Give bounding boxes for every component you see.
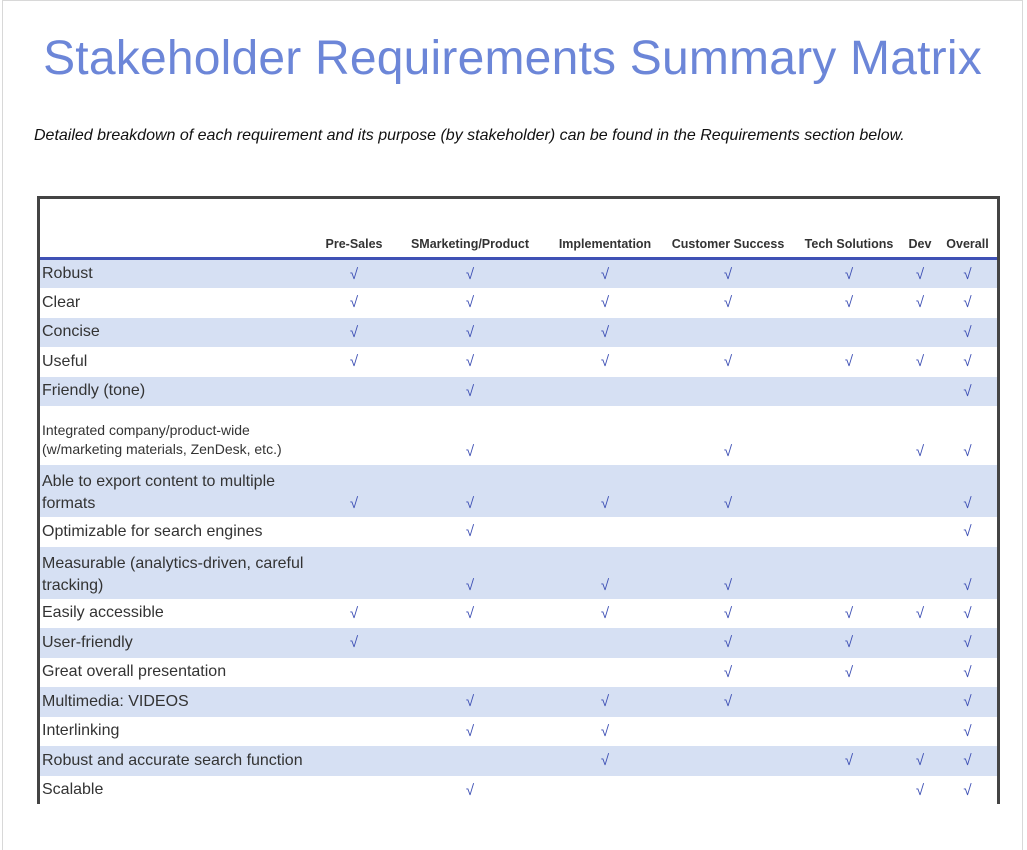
check-cell-customer-success xyxy=(660,628,796,658)
check-cell-customer-success xyxy=(660,658,796,688)
requirement-label: Clear xyxy=(42,293,81,311)
check-cell-smarketing-product xyxy=(390,746,550,776)
check-cell-tech-solutions xyxy=(796,776,902,806)
check-cell-dev xyxy=(902,318,938,348)
checkmark-icon: √ xyxy=(600,604,610,622)
checkmark-icon: √ xyxy=(963,604,972,622)
checkmark-icon: √ xyxy=(915,265,925,283)
check-cell-pre-sales xyxy=(318,377,390,407)
checkmark-icon: √ xyxy=(600,265,610,283)
checkmark-icon: √ xyxy=(844,265,854,283)
check-cell-smarketing-product xyxy=(390,347,550,377)
check-cell-customer-success xyxy=(660,717,796,747)
table-row xyxy=(40,658,997,688)
check-cell-overall xyxy=(938,259,997,289)
check-cell-customer-success xyxy=(660,259,796,289)
table-row xyxy=(40,746,997,776)
checkmark-icon: √ xyxy=(963,752,972,770)
column-header-smarketing-product: SMarketing/Product xyxy=(390,199,550,259)
check-cell-implementation xyxy=(550,776,660,806)
check-cell-smarketing-product xyxy=(390,717,550,747)
check-cell-implementation xyxy=(550,599,660,629)
checkmark-icon: √ xyxy=(723,634,733,652)
checkmark-icon: √ xyxy=(844,634,854,652)
checkmark-icon: √ xyxy=(465,323,475,341)
checkmark-icon: √ xyxy=(963,495,972,512)
column-header-pre-sales: Pre-Sales xyxy=(318,199,390,259)
checkmark-icon: √ xyxy=(465,523,475,541)
check-cell-implementation xyxy=(550,259,660,289)
check-cell-overall xyxy=(938,717,997,747)
check-cell-tech-solutions xyxy=(796,347,902,377)
check-cell-tech-solutions xyxy=(796,465,902,517)
table-row xyxy=(40,717,997,747)
check-cell-overall xyxy=(938,599,997,629)
check-cell-pre-sales xyxy=(318,687,390,717)
checkmark-icon: √ xyxy=(465,576,475,594)
checkmark-icon: √ xyxy=(465,294,475,312)
check-cell-dev xyxy=(902,599,938,629)
check-cell-implementation xyxy=(550,465,660,517)
check-cell-overall xyxy=(938,687,997,717)
checkmark-icon: √ xyxy=(963,576,972,594)
checkmark-icon: √ xyxy=(465,382,475,400)
check-cell-smarketing-product xyxy=(390,465,550,517)
checkmark-icon: √ xyxy=(963,353,972,371)
check-cell-tech-solutions xyxy=(796,547,902,599)
requirement-label: Measurable (analytics-driven, careful tracking) xyxy=(42,554,304,594)
checkmark-icon: √ xyxy=(349,604,359,622)
checkmark-icon: √ xyxy=(844,353,854,371)
check-cell-implementation xyxy=(550,628,660,658)
check-cell-customer-success xyxy=(660,687,796,717)
check-cell-tech-solutions xyxy=(796,517,902,547)
check-cell-pre-sales xyxy=(318,517,390,547)
check-cell-overall xyxy=(938,776,997,806)
checkmark-icon: √ xyxy=(723,353,733,371)
checkmark-icon: √ xyxy=(915,353,925,371)
check-cell-customer-success xyxy=(660,746,796,776)
check-cell-tech-solutions xyxy=(796,288,902,318)
checkmark-icon: √ xyxy=(723,693,733,711)
check-cell-implementation xyxy=(550,347,660,377)
check-cell-implementation xyxy=(550,517,660,547)
check-cell-dev xyxy=(902,776,938,806)
requirement-label: Easily accessible xyxy=(42,604,164,622)
checkmark-icon: √ xyxy=(963,443,972,460)
table-row xyxy=(40,318,997,348)
check-cell-implementation xyxy=(550,547,660,599)
requirements-table xyxy=(40,199,997,805)
check-cell-implementation xyxy=(550,406,660,465)
check-cell-tech-solutions xyxy=(796,658,902,688)
check-cell-implementation xyxy=(550,717,660,747)
checkmark-icon: √ xyxy=(723,604,733,622)
page-title: Stakeholder Requirements Summary Matrix xyxy=(43,32,982,85)
checkmark-icon: √ xyxy=(915,294,925,312)
table-row xyxy=(40,628,997,658)
checkmark-icon: √ xyxy=(915,604,925,622)
check-cell-customer-success xyxy=(660,547,796,599)
check-cell-smarketing-product xyxy=(390,318,550,348)
checkmark-icon: √ xyxy=(349,265,359,283)
check-cell-tech-solutions xyxy=(796,628,902,658)
checkmark-icon: √ xyxy=(465,353,475,371)
check-cell-dev xyxy=(902,288,938,318)
check-cell-pre-sales xyxy=(318,658,390,688)
table-row xyxy=(40,517,997,547)
check-cell-overall xyxy=(938,318,997,348)
check-cell-smarketing-product xyxy=(390,406,550,465)
check-cell-smarketing-product xyxy=(390,628,550,658)
requirement-label: Interlinking xyxy=(42,722,120,740)
check-cell-implementation xyxy=(550,658,660,688)
requirement-label: Optimizable for search engines xyxy=(42,522,263,540)
check-cell-dev xyxy=(902,406,938,465)
requirement-label: User-friendly xyxy=(42,633,133,651)
check-cell-overall xyxy=(938,517,997,547)
check-cell-smarketing-product xyxy=(390,776,550,806)
checkmark-icon: √ xyxy=(915,781,925,799)
checkmark-icon: √ xyxy=(723,265,733,283)
check-cell-tech-solutions xyxy=(796,377,902,407)
check-cell-dev xyxy=(902,687,938,717)
check-cell-implementation xyxy=(550,318,660,348)
check-cell-dev xyxy=(902,259,938,289)
check-cell-smarketing-product xyxy=(390,599,550,629)
check-cell-overall xyxy=(938,628,997,658)
check-cell-pre-sales xyxy=(318,628,390,658)
check-cell-implementation xyxy=(550,288,660,318)
check-cell-tech-solutions xyxy=(796,406,902,465)
table-row xyxy=(40,377,997,407)
checkmark-icon: √ xyxy=(963,693,972,711)
check-cell-pre-sales xyxy=(318,717,390,747)
requirement-label: Multimedia: VIDEOS xyxy=(42,692,189,710)
requirement-label: Friendly (tone) xyxy=(42,382,146,400)
column-header-requirement xyxy=(40,199,318,259)
check-cell-overall xyxy=(938,406,997,465)
check-cell-implementation xyxy=(550,746,660,776)
checkmark-icon: √ xyxy=(723,294,733,312)
checkmark-icon: √ xyxy=(963,523,972,541)
checkmark-icon: √ xyxy=(963,294,972,312)
check-cell-dev xyxy=(902,628,938,658)
requirement-label: Concise xyxy=(42,323,100,341)
check-cell-smarketing-product xyxy=(390,547,550,599)
table-row xyxy=(40,547,997,599)
table-row xyxy=(40,776,997,806)
check-cell-implementation xyxy=(550,687,660,717)
checkmark-icon: √ xyxy=(723,576,733,594)
check-cell-dev xyxy=(902,746,938,776)
page-subtitle: Detailed breakdown of each requirement and its purpose (by stakeholder) can be found in the Requirements section below. xyxy=(34,127,905,144)
checkmark-icon: √ xyxy=(600,323,610,341)
table-row xyxy=(40,288,997,318)
check-cell-pre-sales xyxy=(318,776,390,806)
checkmark-icon: √ xyxy=(465,604,475,622)
check-cell-overall xyxy=(938,658,997,688)
column-header-customer-success: Customer Success xyxy=(660,199,796,259)
requirement-label: Robust xyxy=(42,265,93,282)
checkmark-icon: √ xyxy=(723,663,733,681)
check-cell-tech-solutions xyxy=(796,687,902,717)
check-cell-implementation xyxy=(550,377,660,407)
column-header-tech-solutions: Tech Solutions xyxy=(796,199,902,259)
checkmark-icon: √ xyxy=(349,294,359,312)
table-row xyxy=(40,259,997,289)
check-cell-overall xyxy=(938,288,997,318)
checkmark-icon: √ xyxy=(723,495,733,512)
check-cell-dev xyxy=(902,347,938,377)
checkmark-icon: √ xyxy=(465,693,475,711)
requirement-label: Able to export content to multiple formats xyxy=(42,473,276,512)
check-cell-dev xyxy=(902,465,938,517)
check-cell-pre-sales xyxy=(318,259,390,289)
checkmark-icon: √ xyxy=(465,722,475,740)
check-cell-customer-success xyxy=(660,288,796,318)
check-cell-overall xyxy=(938,377,997,407)
check-cell-customer-success xyxy=(660,377,796,407)
check-cell-pre-sales xyxy=(318,746,390,776)
check-cell-dev xyxy=(902,547,938,599)
requirement-label: Great overall presentation xyxy=(42,663,227,681)
checkmark-icon: √ xyxy=(963,265,972,283)
check-cell-customer-success xyxy=(660,517,796,547)
check-cell-pre-sales xyxy=(318,465,390,517)
check-cell-customer-success xyxy=(660,776,796,806)
checkmark-icon: √ xyxy=(465,495,475,512)
check-cell-smarketing-product xyxy=(390,259,550,289)
checkmark-icon: √ xyxy=(349,634,359,652)
column-header-dev: Dev xyxy=(902,199,938,259)
checkmark-icon: √ xyxy=(963,634,972,652)
checkmark-icon: √ xyxy=(963,323,972,341)
check-cell-smarketing-product xyxy=(390,517,550,547)
checkmark-icon: √ xyxy=(844,294,854,312)
check-cell-customer-success xyxy=(660,599,796,629)
checkmark-icon: √ xyxy=(915,752,925,770)
check-cell-customer-success xyxy=(660,465,796,517)
checkmark-icon: √ xyxy=(963,663,972,681)
check-cell-smarketing-product xyxy=(390,658,550,688)
checkmark-icon: √ xyxy=(600,294,610,312)
checkmark-icon: √ xyxy=(465,443,475,460)
check-cell-pre-sales xyxy=(318,288,390,318)
requirement-label: Useful xyxy=(42,352,88,370)
checkmark-icon: √ xyxy=(600,495,610,512)
check-cell-overall xyxy=(938,547,997,599)
requirement-label: Integrated company/product-wide (w/marketing materials, ZenDesk, etc.) xyxy=(42,422,282,457)
checkmark-icon: √ xyxy=(349,323,359,341)
requirements-matrix xyxy=(37,196,1000,804)
check-cell-overall xyxy=(938,347,997,377)
column-header-implementation: Implementation xyxy=(550,199,660,259)
check-cell-pre-sales xyxy=(318,318,390,348)
checkmark-icon: √ xyxy=(963,722,972,740)
check-cell-smarketing-product xyxy=(390,377,550,407)
check-cell-smarketing-product xyxy=(390,288,550,318)
checkmark-icon: √ xyxy=(600,353,610,371)
checkmark-icon: √ xyxy=(915,443,925,460)
check-cell-dev xyxy=(902,517,938,547)
check-cell-overall xyxy=(938,746,997,776)
checkmark-icon: √ xyxy=(465,265,475,283)
checkmark-icon: √ xyxy=(844,752,854,770)
check-cell-customer-success xyxy=(660,318,796,348)
check-cell-pre-sales xyxy=(318,406,390,465)
check-cell-tech-solutions xyxy=(796,746,902,776)
checkmark-icon: √ xyxy=(963,382,972,400)
check-cell-tech-solutions xyxy=(796,599,902,629)
checkmark-icon: √ xyxy=(600,722,610,740)
header-row xyxy=(40,199,997,259)
checkmark-icon: √ xyxy=(349,495,359,512)
check-cell-dev xyxy=(902,658,938,688)
check-cell-customer-success xyxy=(660,347,796,377)
check-cell-pre-sales xyxy=(318,599,390,629)
check-cell-dev xyxy=(902,377,938,407)
check-cell-customer-success xyxy=(660,406,796,465)
requirement-label: Robust and accurate search function xyxy=(42,751,303,769)
table-row xyxy=(40,347,997,377)
check-cell-dev xyxy=(902,717,938,747)
check-cell-overall xyxy=(938,465,997,517)
check-cell-tech-solutions xyxy=(796,717,902,747)
requirement-label: Scalable xyxy=(42,781,104,799)
checkmark-icon: √ xyxy=(349,353,359,371)
check-cell-smarketing-product xyxy=(390,687,550,717)
check-cell-tech-solutions xyxy=(796,259,902,289)
checkmark-icon: √ xyxy=(723,443,733,460)
table-row xyxy=(40,406,997,465)
check-cell-pre-sales xyxy=(318,547,390,599)
checkmark-icon: √ xyxy=(600,576,610,594)
checkmark-icon: √ xyxy=(963,781,972,799)
check-cell-tech-solutions xyxy=(796,318,902,348)
checkmark-icon: √ xyxy=(600,752,610,770)
table-row xyxy=(40,687,997,717)
checkmark-icon: √ xyxy=(844,604,854,622)
checkmark-icon: √ xyxy=(465,781,475,799)
column-header-overall: Overall xyxy=(938,199,997,259)
check-cell-pre-sales xyxy=(318,347,390,377)
checkmark-icon: √ xyxy=(844,663,854,681)
document-page xyxy=(2,0,1023,850)
table-row xyxy=(40,465,997,517)
checkmark-icon: √ xyxy=(600,693,610,711)
table-row xyxy=(40,599,997,629)
